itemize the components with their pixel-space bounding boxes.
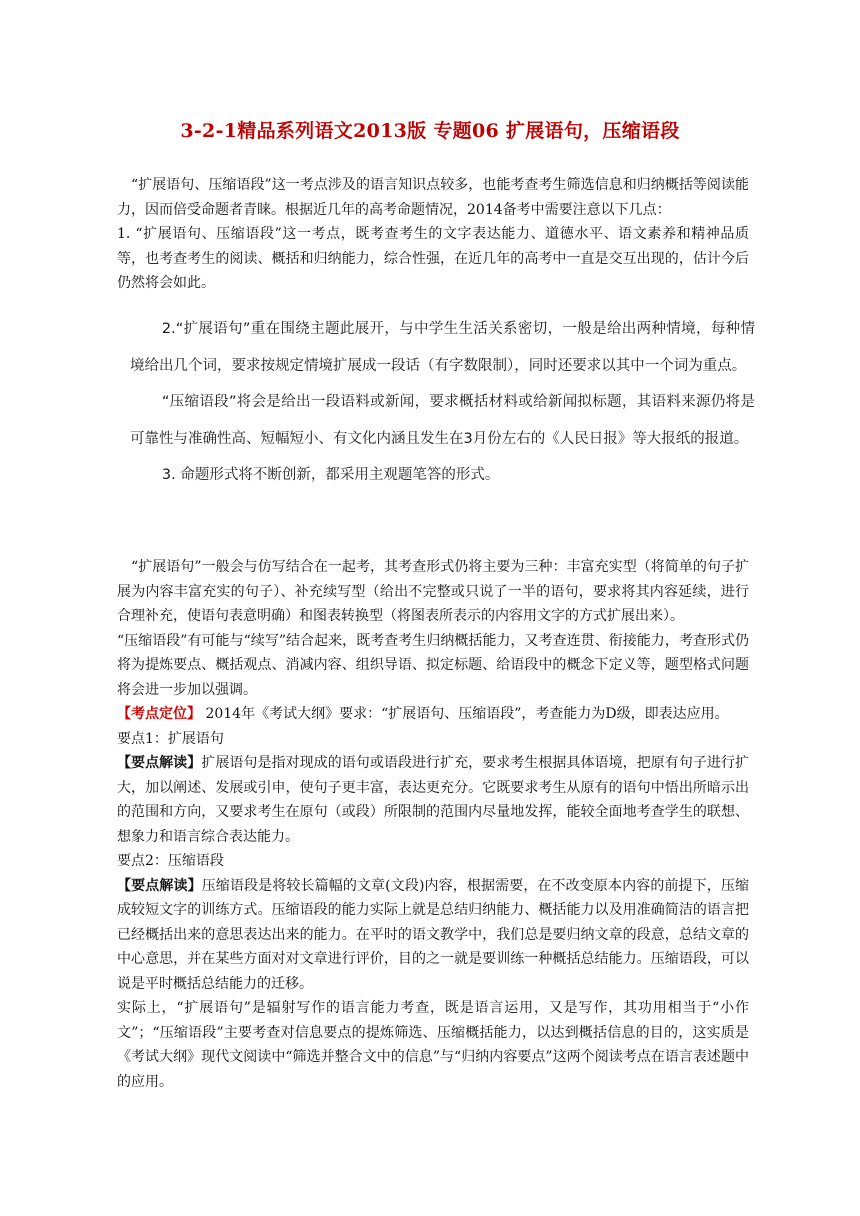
position-label: 【考点定位】: [117, 706, 201, 722]
compress-forms-paragraph: “压缩语段”有可能与“续写”结合起来，既考查考生归纳概括能力，又考查连贯、衔接能力，考查形式仍将为提炼要点、概括观点、消减内容、组织导语、拟定标题、给语段中的概念下定义等，题型格式问题将会进一步加以强调。: [117, 632, 749, 698]
intro-section: [117, 173, 749, 296]
point-3-paragraph: 3. 命题形式将不断创新，都采用主观题笔答的形式。: [161, 467, 500, 483]
key-1-label: 【要点解读】: [117, 755, 202, 771]
intro-paragraph: “扩展语句、压缩语段”这一考点涉及的语言知识点较多，也能考查考生筛选信息和归纳概括等阅读能力，因而倍受命题者青睐。根据近几年的高考命题情况，2014备考中需要注意以下几点：: [117, 177, 749, 218]
key-2-label: 【要点解读】: [117, 877, 202, 894]
point-1-paragraph: 1. “扩展语句、压缩语段”这一考点，既考查考生的文字表达能力、道德水平、语文素养和精神品质等，也考查考生的阅读、概括和归纳能力，综合性强，在近几年的高考中一直是交互出现的，估计今后仍然将会如此。: [117, 226, 749, 291]
main-section: [117, 555, 749, 1094]
key-1-paragraph: [117, 751, 749, 849]
scanned-image-section: [130, 311, 755, 494]
document-title: 3-2-1精品系列语文2013版 专题06 扩展语句，压缩语段: [180, 120, 680, 142]
expand-forms-paragraph: “扩展语句”一般会与仿写结合在一起考，其考查形式仍将主要为三种：丰富充实型（将简单的句子扩展为内容丰富充实的句子）、补充续写型（给出不完整或只说了一半的语句，要求将其内容延续，进行合理补充，使语句表意明确）和图表转换型（将图表所表示的内容用文字的方式扩展出来）。: [117, 559, 749, 624]
conclusion-paragraph: 实际上，“扩展语句”是辐射写作的语言能力考查，既是语言运用，又是写作，其功用相当于“小作文”；“压缩语段”主要考查对信息要点的提炼筛选、压缩概括能力，以达到概括信息的目的，这实质是《考试大纲》现代文阅读中“筛选并整合文中的信息”与“归纳内容要点”这两个阅读考点在语言表述题中的应用。: [117, 1000, 749, 1090]
position-paragraph: [117, 702, 749, 727]
key-1-heading: 要点1：扩展语句: [117, 730, 224, 747]
position-text: 2014年《考试大纲》要求：“扩展语句、压缩语段”，考查能力为D级，即表达应用。: [201, 706, 729, 722]
key-2-heading: 要点2：压缩语段: [117, 853, 224, 869]
key-2-text: 压缩语段是将较长篇幅的文章(文段)内容，根据需要，在不改变原本内容的前提下，压缩成较短文字的训练方式。压缩语段的能力实际上就是总结归纳能力、概括能力以及用准确简洁的语言把已经概括出来的意思表达出来的能力。在平时的语文教学中，我们总是要归纳文章的段意，总结文章的中心意思，并在某些方面对对文章进行评价，目的之一就是要训练一种概括总结能力。压缩语段，可以说是平时概括总结能力的迁移。: [117, 877, 750, 992]
key-1-text: 扩展语句是指对现成的语句或语段进行扩充，要求考生根据具体语境，把原有句子进行扩大，加以阐述、发展或引申，使句子更丰富，表达更充分。它既要求考生从原有的语句中悟出所暗示出的范围和方向，又要求考生在原句（或段）所限制的范围内尽量地发挥，能较全面地考查学生的联想、想象力和语言综合表达能力。: [117, 755, 750, 845]
point-2-paragraph: 2.“扩展语句”重在围绕主题此展开，与中学生生活关系密切，一般是给出两种情境，每种情境给出几个词，要求按规定情境扩展成一段话（有字数限制），同时还要求以其中一个词为重点。: [130, 321, 755, 374]
key-2-paragraph: [117, 874, 749, 997]
compress-paragraph: “压缩语段”将会是给出一段语料或新闻，要求概括材料或给新闻拟标题，其语料来源仍将是可靠性与准确性高、短幅短小、有文化内涵且发生在3月份左右的《人民日报》等大报纸的报道。: [130, 394, 755, 447]
